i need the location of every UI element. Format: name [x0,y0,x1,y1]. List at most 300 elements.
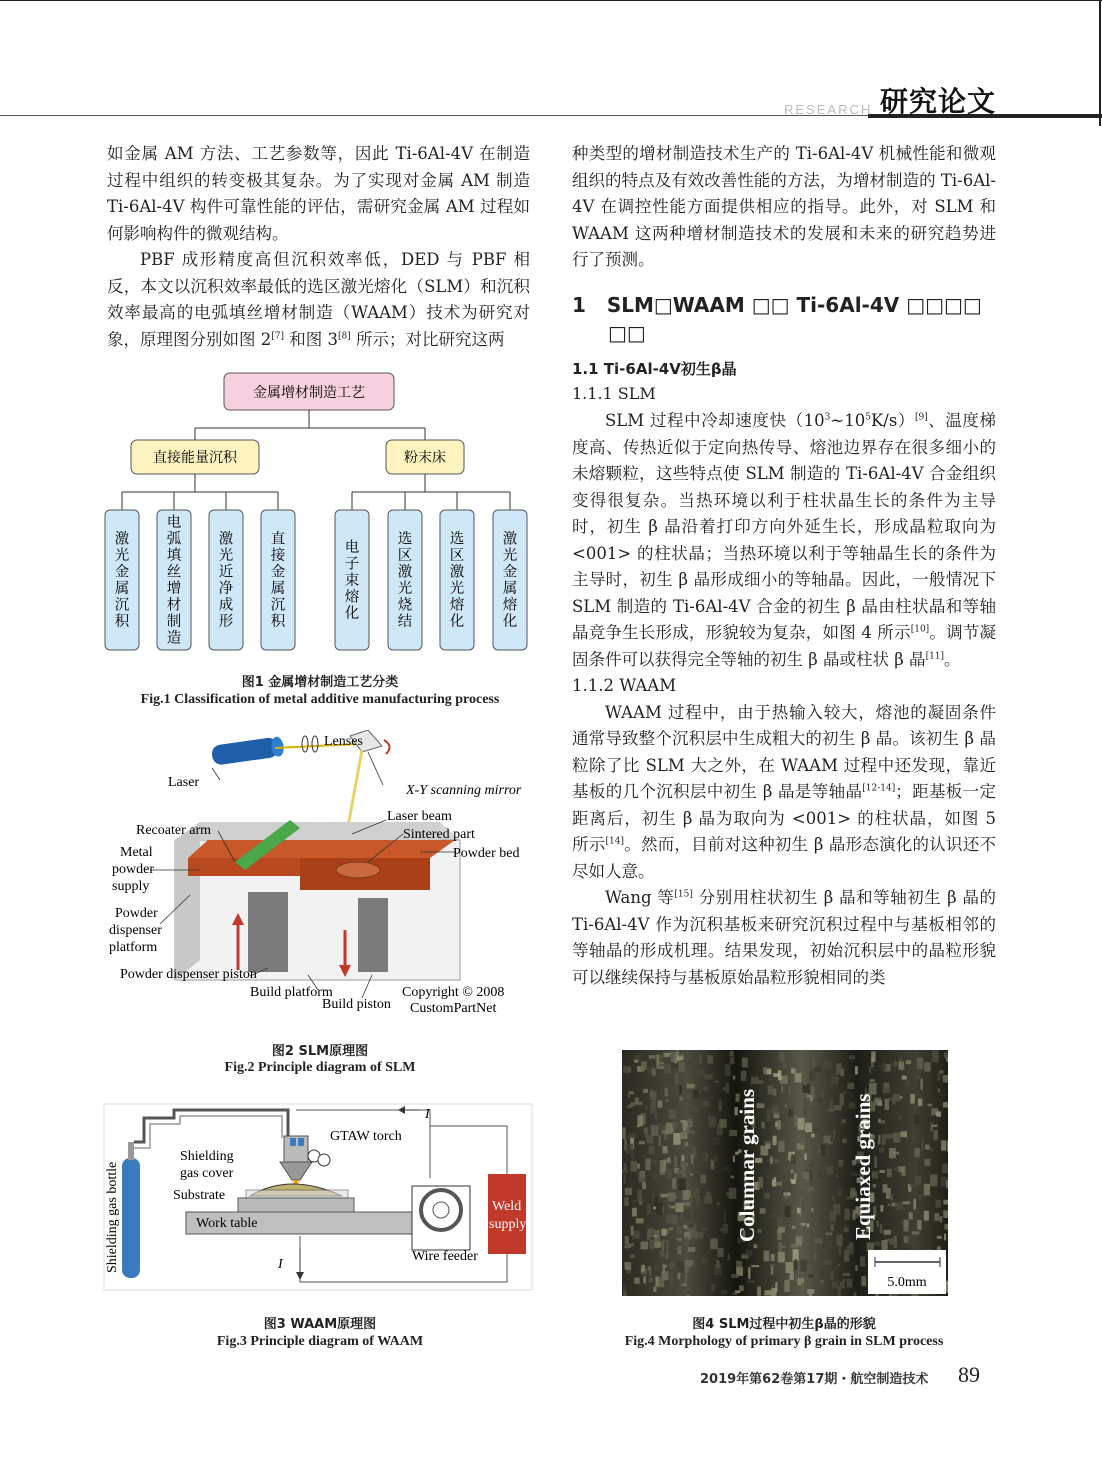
grain-speckle [643,1065,645,1070]
grain-speckle [808,1164,813,1167]
grain-speckle [656,1055,659,1066]
grain-speckle [673,1133,680,1145]
grain-speckle [624,1174,626,1184]
grain-speckle [751,1265,759,1267]
grain-speckle [879,1148,884,1153]
grain-speckle [791,1154,796,1164]
grain-speckle [666,1123,673,1135]
grain-speckle [675,1203,683,1212]
grain-speckle [847,1279,853,1288]
fig1-leaf-label-char: 电 [166,515,182,531]
grain-speckle [778,1252,785,1263]
grain-speckle [726,1083,730,1093]
grain-speckle [690,1231,698,1238]
grain-speckle [819,1269,823,1280]
grain-speckle [914,1199,916,1210]
grain-speckle [719,1119,726,1128]
sintered-part [336,862,380,878]
fig1-leaf-label-char: 属 [270,581,286,597]
grain-speckle [827,1166,833,1174]
grain-speckle [667,1169,672,1179]
grain-speckle [904,1236,909,1243]
grain-speckle [809,1071,815,1081]
grain-speckle [679,1085,681,1094]
grain-speckle [659,1062,664,1064]
grain-speckle [905,1079,910,1086]
grain-speckle [654,1242,661,1248]
grain-speckle [753,1244,757,1248]
grain-speckle [643,1089,648,1093]
grain-speckle [836,1235,842,1246]
grain-speckle [890,1194,893,1201]
grain-speckle [672,1086,675,1090]
grain-speckle [672,1098,676,1106]
grain-speckle [769,1277,775,1286]
grain-speckle [659,1135,661,1146]
grain-speckle [902,1076,907,1080]
grain-speckle [660,1194,668,1198]
grain-speckle [830,1224,833,1231]
grain-speckle [801,1283,804,1294]
grain-speckle [871,1051,875,1062]
grain-speckle [834,1072,837,1077]
fig2-label-sintered: Sintered part [403,827,475,842]
grain-speckle [910,1094,914,1104]
subsection-1-1-1: 1.1.1 SLM [572,384,656,403]
grain-speckle [649,1146,655,1155]
grain-speckle [665,1088,668,1096]
grain-speckle [681,1155,684,1161]
grain-speckle [918,1099,922,1106]
grain-speckle [930,1175,937,1187]
fig1-branch-right-label: 粉末床 [404,450,446,466]
grain-speckle [825,1113,830,1119]
grain-speckle [807,1289,814,1294]
grain-speckle [725,1064,731,1076]
grain-speckle [842,1139,847,1143]
fig2-label-pd2: dispenser [109,923,162,938]
grain-speckle [860,1256,865,1266]
grain-speckle [685,1142,689,1146]
grain-speckle [943,1200,948,1205]
fig1-leaf-label-char: 近 [218,564,234,581]
fig1-leaf-label-char: 选 [449,531,465,548]
fig1-leaf-label-char: 光 [449,581,465,597]
grain-speckle [924,1062,931,1071]
grain-speckle [813,1059,815,1068]
grain-speckle [809,1293,812,1296]
grain-speckle [723,1166,729,1170]
grain-speckle [764,1290,772,1295]
grain-speckle [641,1265,645,1272]
journal-footer: 2019年第62卷第17期・航空制造技术 [700,1372,929,1387]
grain-speckle [658,1124,665,1130]
right-paragraph-wang: Wang 等[15] 分别用柱状初生 β 晶和等轴初生 β 晶的 Ti-6Al-4V 作为沉积基板来研究沉积过程中与基板相邻的等轴晶的形成机理。结果发现，初始沉积层中的晶粒形貌可以继续保持与基板原始晶粒形貌相同的类 [572,888,996,987]
grain-speckle [663,1053,669,1057]
grain-speckle [652,1068,656,1075]
fig1-leaf-label-char: 沉 [270,597,286,614]
grain-speckle [686,1295,690,1296]
grain-speckle [821,1202,825,1208]
grain-speckle [811,1134,815,1138]
grain-speckle [680,1163,688,1167]
grain-speckle [634,1278,640,1284]
grain-speckle [730,1176,734,1179]
grain-speckle [681,1132,688,1139]
fig3-label-torch: GTAW torch [330,1129,402,1144]
grain-speckle [938,1072,941,1081]
grain-speckle [915,1076,919,1078]
grain-speckle [770,1214,778,1217]
grain-speckle [746,1249,753,1256]
grain-speckle [783,1182,791,1193]
grain-speckle [680,1120,686,1123]
grain-speckle [672,1263,674,1267]
grain-speckle [669,1239,675,1246]
right-paragraph-slm: SLM 过程中冷却速度快$(10^3\sim 10^5K/s)[9]$、温度梯度高、传热近似于定向热传导、熔池边界存在很多细小的未熔颗粒，这些特点使 SLM 制造的 Ti-6Al-4V 合金组织变得很复杂。当热环境以利于柱状晶生长的条件为主导时，初生 β 晶沿着打印方向外延生长，形成晶粒取向为 <001> 的柱状晶；当热环境以利于等轴晶生长的条件为主导时，初生 β 晶形成细小的等轴晶。因此，一般情况下 SLM 制造的 Ti-6Al-4V 合金的初生 β 晶由柱状晶和等轴晶竞争生长形成，形貌较为复杂，如图 4 所示[10]。调节凝固条件可以获得完全等轴的初生 β 晶或柱状 β 晶[11]。 [572,411,996,669]
fig1-leaf-label-char: 化 [502,614,518,630]
grain-speckle [883,1184,888,1192]
grain-speckle [801,1223,806,1226]
fig1-leaf-label-char: 选 [397,531,413,548]
figure-2-caption-zh: 图2 SLM原理图 [271,1044,369,1059]
grain-speckle [776,1182,782,1186]
grain-speckle [765,1141,772,1144]
grain-speckle [885,1099,889,1110]
fig1-leaf-label-char: 增 [166,581,182,597]
fig1-leaf-label-char: 金 [502,564,518,581]
grain-speckle [784,1280,790,1292]
grain-speckle [921,1079,923,1090]
grain-speckle [834,1105,842,1110]
fig1-leaf-label-char: 激 [449,564,465,581]
grain-speckle [914,1148,919,1157]
grain-speckle [830,1271,834,1280]
grain-speckle [705,1074,713,1079]
grain-speckle [630,1254,636,1257]
grain-speckle [655,1265,658,1270]
grain-speckle [667,1090,674,1099]
grain-speckle [668,1193,675,1202]
grain-speckle [660,1251,666,1258]
fig1-leaf-label-char: 积 [114,614,130,630]
grain-speckle [791,1244,799,1248]
fig1-leaf-label-char: 金 [270,564,286,581]
grain-speckle [804,1082,807,1086]
grain-speckle [622,1170,628,1173]
grain-speckle [802,1200,805,1211]
grain-speckle [794,1259,797,1270]
grain-speckle [653,1287,656,1292]
grain-speckle [693,1191,697,1197]
grain-speckle [739,1286,744,1291]
grain-speckle [797,1118,804,1130]
grain-speckle [827,1240,832,1249]
dispenser-piston [248,892,288,972]
grain-speckle [730,1057,735,1065]
fig1-branch-left-label: 直接能量沉积 [153,450,237,466]
grain-speckle [914,1115,920,1124]
grain-speckle [686,1061,692,1067]
grain-speckle [781,1122,787,1128]
grain-speckle [772,1263,777,1267]
grain-speckle [736,1261,742,1268]
grain-speckle [881,1120,886,1123]
grain-speckle [814,1239,822,1243]
grain-speckle [844,1228,849,1232]
grain-speckle [704,1196,712,1204]
grain-speckle [938,1088,940,1092]
grain-speckle [761,1122,764,1129]
grain-speckle [713,1155,718,1162]
grain-speckle [687,1084,695,1089]
grain-speckle [854,1293,857,1296]
grain-speckle [767,1109,771,1121]
fig1-leaf-label-char: 弧 [166,531,182,548]
grain-speckle [653,1099,656,1109]
grain-speckle [898,1061,904,1070]
fig1-leaf-label-char: 区 [449,548,465,564]
fig1-leaf-label-char: 材 [166,597,182,614]
grain-speckle [710,1239,718,1250]
fig1-leaf-label-char: 光 [397,581,413,597]
grain-speckle [788,1109,793,1116]
grain-speckle [677,1246,681,1254]
fig3-label-substrate: Substrate [173,1188,226,1203]
right-paragraph-waam: WAAM 过程中，由于热输入较大，熔池的凝固条件通常导致整个沉积层中生成粗大的初生 β 晶。该初生 β 晶粒除了比 SLM 大之外，在 WAAM 过程中还发现，靠近基板的几个沉积层中初生 β 晶是等轴晶[12-14]；距基板一定距离后，初生 β 晶为取向为 <001> 的柱状晶，如图 5 所示[14]。然而，目前对这种初生 β 晶形态演化的认识还不尽如人意。 [572,702,997,881]
grain-speckle [931,1123,933,1132]
grain-speckle [624,1246,631,1249]
grain-speckle [677,1261,685,1273]
grain-speckle [775,1158,779,1163]
grain-speckle [836,1063,841,1074]
grain-speckle [670,1262,672,1268]
grain-speckle [893,1133,900,1143]
grain-speckle [777,1120,781,1129]
grain-speckle [698,1111,704,1114]
grain-speckle [751,1077,759,1084]
grain-speckle [758,1080,763,1083]
grain-speckle [770,1156,772,1164]
subsection-1-1-2: 1.1.2 WAAM [572,676,677,695]
grain-speckle [665,1099,669,1102]
grain-speckle [778,1227,785,1233]
grain-speckle [909,1212,913,1219]
grain-speckle [688,1130,694,1133]
grain-speckle [934,1213,939,1221]
grain-speckle [936,1200,941,1208]
fig1-leaf-label-char: 光 [114,548,130,564]
header-research-label: RESEARCH [784,102,873,117]
grain-speckle [760,1208,766,1214]
fig1-leaf-label-char: 化 [449,614,465,630]
fig1-leaf-label-char: 直 [270,531,286,548]
grain-speckle [633,1231,640,1239]
grain-speckle [903,1201,910,1204]
grain-speckle [632,1208,637,1217]
grain-speckle [624,1197,628,1206]
fig3-label-current-bottom: I [278,1257,283,1272]
figure-4-caption-en: Fig.4 Morphology of primary β grain in SLM process [624,1334,944,1349]
grain-speckle [629,1091,635,1094]
fig3-label-bottle: Shielding gas bottle [105,1161,120,1273]
grain-speckle [643,1276,646,1283]
grain-speckle [724,1212,726,1223]
grain-speckle [693,1090,699,1098]
grain-speckle [649,1055,656,1058]
fig1-leaf-label-char: 熔 [344,589,360,606]
grain-speckle [811,1208,814,1212]
grain-speckle [881,1062,886,1070]
grain-speckle [832,1196,835,1201]
grain-speckle [779,1052,785,1061]
grain-speckle [901,1131,908,1137]
fig3-label-shielding2: gas cover [180,1166,234,1181]
grain-speckle [842,1273,850,1276]
fig1-leaf-label-char: 造 [166,630,182,647]
figure-2-caption-en: Fig.2 Principle diagram of SLM [224,1060,416,1075]
fig1-leaf-label-char: 结 [397,614,413,630]
right-paragraph-1: 种类型的增材制造技术生产的 Ti-6Al-4V 机械性能和微观组织的特点及有效改善性能的方法，为增材制造的 Ti-6Al-4V 在调控性能方面提供相应的指导。此外，对 SLM 和 WAAM 这两种增材制造技术的发展和未来的研究趋势进行了预测。 [572,144,996,269]
grain-speckle [797,1133,801,1138]
grain-speckle [685,1272,687,1284]
fig2-label-copyright: Copyright © 2008 [402,985,505,1000]
grain-speckle [664,1064,671,1073]
grain-speckle [824,1061,832,1068]
grain-speckle [805,1153,807,1160]
grain-speckle [837,1264,840,1266]
fig1-leaf-label-char: 区 [397,548,413,564]
grain-speckle [698,1232,704,1238]
fig2-label-laser: Laser [168,775,200,790]
grain-speckle [855,1066,858,1074]
fig3-label-weld-supply: supply [489,1217,527,1232]
grain-speckle [639,1141,645,1145]
grain-speckle [807,1187,814,1191]
fig2-label-build-piston: Build piston [322,997,391,1012]
grain-speckle [647,1271,649,1281]
fig3-label-current-top: I [425,1107,430,1122]
grain-speckle [764,1193,770,1199]
grain-speckle [944,1224,948,1230]
lens-1 [302,736,308,752]
grain-speckle [795,1073,802,1082]
grain-speckle [685,1260,692,1267]
grain-speckle [912,1231,920,1234]
fig1-root-label: 金属增材制造工艺 [253,385,365,401]
fig2-label-powder: powder [112,862,154,877]
grain-speckle [742,1058,748,1068]
grain-speckle [702,1258,708,1264]
grain-speckle [697,1118,702,1129]
grain-speckle [944,1052,948,1058]
grain-speckle [821,1145,825,1156]
fig1-leaf-label-char: 金 [114,564,130,581]
grain-speckle [936,1138,939,1142]
fig1-leaf-label-char: 属 [502,581,518,597]
grain-speckle [655,1110,657,1121]
grain-speckle [747,1281,755,1283]
grain-speckle [792,1226,796,1229]
grain-speckle [936,1111,941,1116]
grain-speckle [940,1094,947,1096]
grain-speckle [881,1240,887,1250]
figure-1-classification-diagram [100,368,540,658]
grain-speckle [821,1092,824,1099]
grain-speckle [684,1237,689,1245]
grain-speckle [838,1160,843,1167]
grain-speckle [662,1167,665,1170]
fig2-label-build-platform: Build platform [250,985,333,1000]
grain-speckle [723,1087,725,1090]
grain-speckle [817,1097,823,1102]
grain-speckle [932,1050,939,1062]
grain-speckle [874,1241,881,1246]
fig1-leaf-label-char: 束 [344,572,360,589]
grain-speckle [676,1238,681,1241]
grain-speckle [924,1211,929,1221]
grain-speckle [658,1278,664,1287]
grain-speckle [777,1218,783,1227]
header-rule [0,115,868,116]
grain-speckle [700,1175,706,1183]
fig4-label-columnar: Columnar grains [735,1088,759,1242]
grain-speckle [791,1068,795,1073]
figure-1-caption-zh: 图1 金属增材制造工艺分类 [241,675,399,690]
grain-speckle [917,1220,921,1230]
grain-speckle [673,1121,679,1128]
grain-speckle [912,1135,914,1141]
grain-speckle [940,1216,943,1222]
grain-speckle [815,1128,822,1133]
grain-speckle [687,1096,690,1105]
grain-speckle [722,1224,727,1233]
right-border [1099,0,1101,126]
grain-speckle [788,1295,795,1296]
fig1-leaf-label-char: 电 [344,539,360,556]
grain-speckle [730,1051,734,1056]
grain-speckle [718,1101,722,1111]
grain-speckle [944,1234,946,1241]
grain-speckle [636,1218,644,1223]
fig2-label-mirror: X-Y scanning mirror [406,783,522,798]
grain-speckle [820,1217,825,1225]
fig1-leaf-label-char: 接 [270,548,286,564]
grain-speckle [789,1273,794,1280]
grain-speckle [690,1173,692,1175]
grain-speckle [844,1209,849,1221]
grain-speckle [702,1152,706,1159]
figure-4-micrograph [622,1050,948,1296]
grain-speckle [701,1091,705,1098]
grain-speckle [637,1115,643,1126]
fig1-leaf-label-char: 熔 [449,597,465,614]
fig3-label-work-table: Work table [196,1216,258,1231]
grain-speckle [637,1164,639,1169]
fig3-label-shielding1: Shielding [180,1149,234,1164]
left-column-text [107,141,530,353]
grain-speckle [715,1080,719,1082]
grain-speckle [684,1210,690,1220]
fig1-leaf-label-char: 制 [166,614,182,630]
grain-speckle [846,1246,853,1255]
figure-1-caption-en: Fig.1 Classification of metal additive manufacturing process [140,692,500,707]
grain-speckle [771,1254,775,1261]
fig1-leaf-label-char: 烧 [397,597,413,614]
grain-speckle [869,1083,877,1095]
grain-speckle [773,1136,777,1145]
grain-speckle [688,1247,696,1252]
